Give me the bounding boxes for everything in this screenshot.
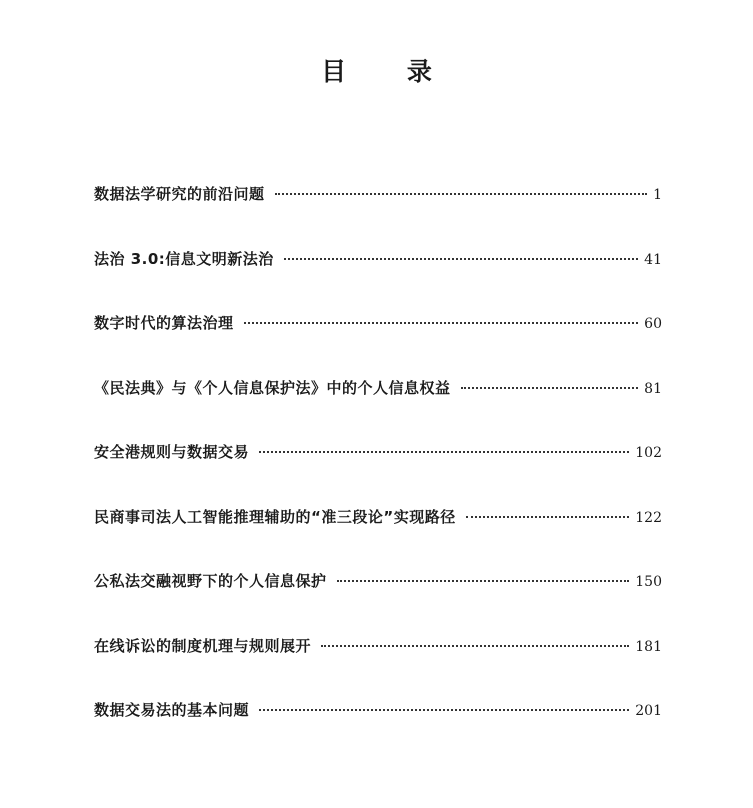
toc-entry[interactable]	[94, 632, 662, 697]
dot-leader	[337, 580, 630, 582]
page-title: 目 录	[321, 57, 458, 86]
toc-entry-title: 《民法典》与《个人信息保护法》中的个人信息权益	[94, 378, 451, 397]
toc-entry-page: 122	[635, 509, 662, 526]
toc-entry-page: 102	[635, 445, 662, 461]
toc-entry[interactable]	[94, 503, 662, 568]
dot-leader	[461, 387, 639, 389]
toc-entry-title: 民商事司法人工智能推理辅助的“准三段论”实现路径	[94, 507, 456, 526]
toc-entry-page: 201	[635, 703, 662, 719]
toc-entry[interactable]	[94, 309, 662, 374]
dot-leader	[244, 322, 639, 324]
toc-entry[interactable]	[94, 374, 662, 439]
toc-entry-page: 41	[644, 251, 662, 268]
toc-entry-title: 法治 3.0:信息文明新法治	[94, 249, 274, 268]
toc-entry-title: 在线诉讼的制度机理与规则展开	[94, 636, 312, 655]
toc-entry[interactable]	[94, 245, 662, 310]
toc-entry[interactable]	[94, 180, 662, 245]
toc-entry[interactable]	[94, 438, 662, 503]
toc-entry-title: 数据法学研究的前沿问题	[94, 185, 265, 203]
dot-leader	[466, 516, 630, 518]
toc-entry-page: 150	[635, 574, 662, 590]
toc-entry-page: 81	[644, 380, 662, 397]
table-of-contents	[94, 180, 662, 761]
dot-leader	[284, 258, 638, 260]
dot-leader	[259, 709, 629, 711]
dot-leader	[275, 193, 648, 195]
toc-entry[interactable]	[94, 696, 662, 761]
toc-entry-page: 60	[644, 316, 662, 332]
toc-entry[interactable]	[94, 567, 662, 632]
toc-entry-title: 公私法交融视野下的个人信息保护	[94, 572, 327, 590]
toc-entry-title: 数字时代的算法治理	[94, 314, 234, 332]
dot-leader	[321, 645, 629, 647]
toc-entry-page: 181	[635, 638, 662, 655]
toc-entry-title: 数据交易法的基本问题	[94, 701, 250, 719]
dot-leader	[259, 451, 629, 453]
toc-entry-title: 安全港规则与数据交易	[94, 443, 250, 461]
toc-entry-page: 1	[653, 187, 662, 203]
